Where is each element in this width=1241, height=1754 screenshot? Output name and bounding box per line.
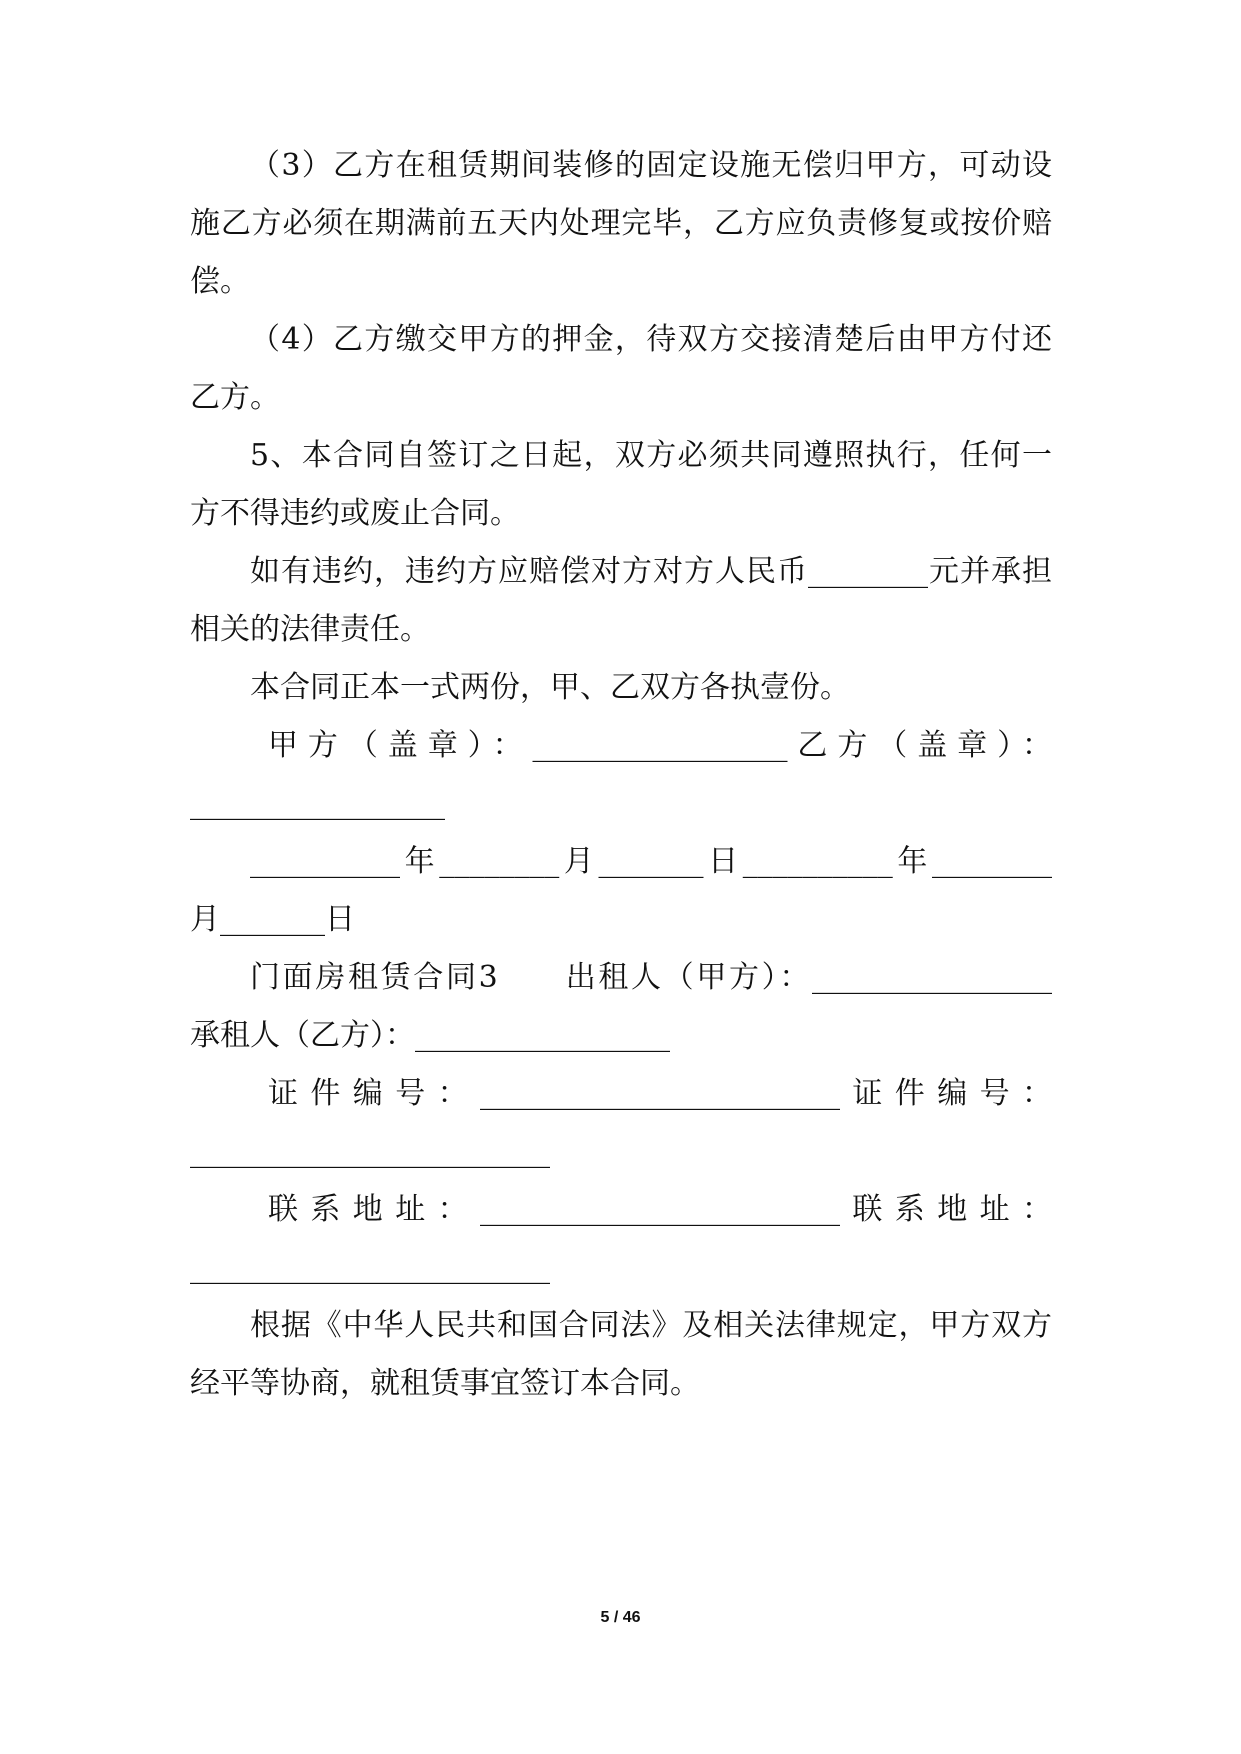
text-line: ________________________ xyxy=(190,1134,550,1169)
text-line: 根据《中华人民共和国合同法》及相关法律规定，甲方双方 xyxy=(250,1308,1052,1343)
date-line: 月_______日 xyxy=(190,902,355,937)
signature-line-party-a-b: 甲方（盖章）：_________________乙方（盖章）： xyxy=(268,728,1052,763)
text-line: 施乙方必须在期满前五天内处理完毕，乙方应负责修复或按价赔 xyxy=(190,206,1052,241)
text-line: 经平等协商，就租赁事宜签订本合同。 xyxy=(190,1366,700,1401)
text-line: 5、本合同自签订之日起，双方必须共同遵照执行，任何一 xyxy=(250,438,1052,473)
contract-heading-line: 门面房租赁合同3 出租人（甲方）：________________ xyxy=(250,960,1052,995)
text-line: ________________________ xyxy=(190,1250,550,1285)
text-line: 如有违约，违约方应赔偿对方对方人民币________元并承担 xyxy=(250,554,1052,589)
id-number-line: 证件编号：________________________证件编号： xyxy=(268,1076,1052,1111)
text-line: 相关的法律责任。 xyxy=(190,612,430,647)
text-line: 承租人（乙方）：_________________ xyxy=(190,1018,670,1053)
text-line: 偿。 xyxy=(190,264,250,299)
text-line: 方不得违约或废止合同。 xyxy=(190,496,520,531)
text-line: （3）乙方在租赁期间装修的固定设施无偿归甲方，可动设 xyxy=(250,148,1052,183)
text-line: _________________ xyxy=(190,786,445,821)
text-line: （4）乙方缴交甲方的押金，待双方交接清楚后由甲方付还 xyxy=(250,322,1052,357)
text-line: 本合同正本一式两份，甲、乙双方各执壹份。 xyxy=(250,670,850,705)
address-line: 联系地址：________________________联系地址： xyxy=(268,1192,1052,1227)
date-line: __________年________月_______日__________年________ xyxy=(250,844,1052,879)
page-number: 5 / 46 xyxy=(600,1609,641,1626)
text-line: 乙方。 xyxy=(190,380,280,415)
